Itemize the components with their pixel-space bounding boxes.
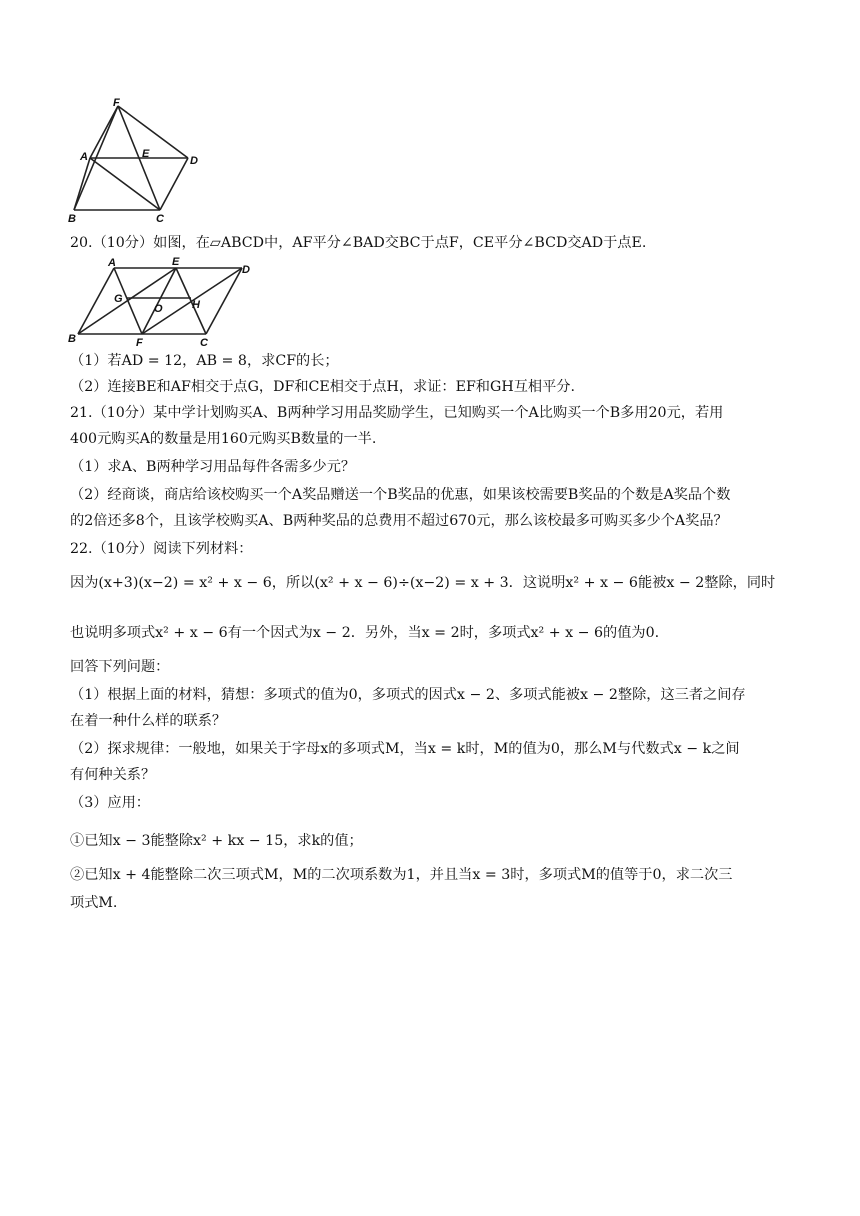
q22-material-line2: 也说明多项式x² + x − 6有一个因式为x − 2．另外，当x = 2时，多项式x² + x − 6的值为0. xyxy=(70,625,660,641)
q22-application-2-line2: 项式M. xyxy=(70,895,118,911)
fig1-label-C: C xyxy=(156,213,164,225)
q22-part1-line2: 在着一种什么样的联系？ xyxy=(70,713,227,729)
figure-quadrilateral-afdc xyxy=(60,98,220,226)
q22-application-1: ①已知x − 3能整除x² + kx − 15，求k的值； xyxy=(70,833,363,849)
fig2-label-A: A xyxy=(108,257,116,269)
q22-part1-line1: （1）根据上面的材料，猜想：多项式的值为0，多项式的因式x − 2、多项式能被x − 2整除，这三者之间存 xyxy=(70,687,746,703)
q22-material-line1: 因为(x+3)(x−2) = x² + x − 6，所以(x² + x − 6)÷(x−2) = x + 3．这说明x² + x − 6能被x − 2整除，同时 xyxy=(70,575,776,591)
q22-prompt: 回答下列问题： xyxy=(70,659,170,675)
fig2-label-D: D xyxy=(242,264,250,276)
fig2-label-H: H xyxy=(192,299,200,311)
q22-part2-line2: 有何种关系？ xyxy=(70,767,156,783)
fig2-label-F: F xyxy=(136,337,143,349)
q20-part2: （2）连接BE和AF相交于点G，DF和CE相交于点H，求证：EF和GH互相平分. xyxy=(70,379,575,395)
q22-application-2-line1: ②已知x + 4能整除二次三项式M，M的二次项系数为1，并且当x = 3时，多项式M的值等于0，求二次三 xyxy=(70,867,733,883)
q20-part1: （1）若AD = 12，AB = 8，求CF的长； xyxy=(70,353,339,369)
fig2-label-E: E xyxy=(172,256,180,268)
q22-part3: （3）应用： xyxy=(70,795,150,811)
fig2-label-C: C xyxy=(200,337,208,349)
fig2-label-B: B xyxy=(68,333,76,345)
fig1-label-A: A xyxy=(80,151,88,163)
q21-part1: （1）求A、B两种学习用品每件各需多少元？ xyxy=(70,459,356,475)
fig1-label-D: D xyxy=(190,155,198,167)
q20-stem: 20.（10分）如图，在▱ABCD中，AF平分∠BAD交BC于点F，CE平分∠BCD交AD于点E. xyxy=(70,235,647,251)
q21-stem-line1: 21.（10分）某中学计划购买A、B两种学习用品奖励学生，已知购买一个A比购买一个B多用20元，若用 xyxy=(70,405,724,421)
fig1-label-E: E xyxy=(142,148,150,160)
fig2-label-G: G xyxy=(114,293,123,305)
q21-stem-line2: 400元购买A的数量是用160元购买B数量的一半. xyxy=(70,431,377,447)
q21-part2-line2: 的2倍还多8个，且该学校购买A、B两种奖品的总费用不超过670元，那么该校最多可购买多少个A奖品？ xyxy=(70,513,728,529)
q22-part2-line1: （2）探求规律：一般地，如果关于字母x的多项式M，当x = k时，M的值为0，那么M与代数式x − k之间 xyxy=(70,741,740,757)
figure-parallelogram-abcd xyxy=(66,256,262,350)
fig1-label-B: B xyxy=(68,213,76,225)
fig2-label-O: O xyxy=(154,303,163,315)
fig1-label-F: F xyxy=(113,98,120,109)
q21-part2-line1: （2）经商谈，商店给该校购买一个A奖品赠送一个B奖品的优惠，如果该校需要B奖品的个数是A奖品个数 xyxy=(70,487,731,503)
q22-stem: 22.（10分）阅读下列材料： xyxy=(70,541,253,557)
